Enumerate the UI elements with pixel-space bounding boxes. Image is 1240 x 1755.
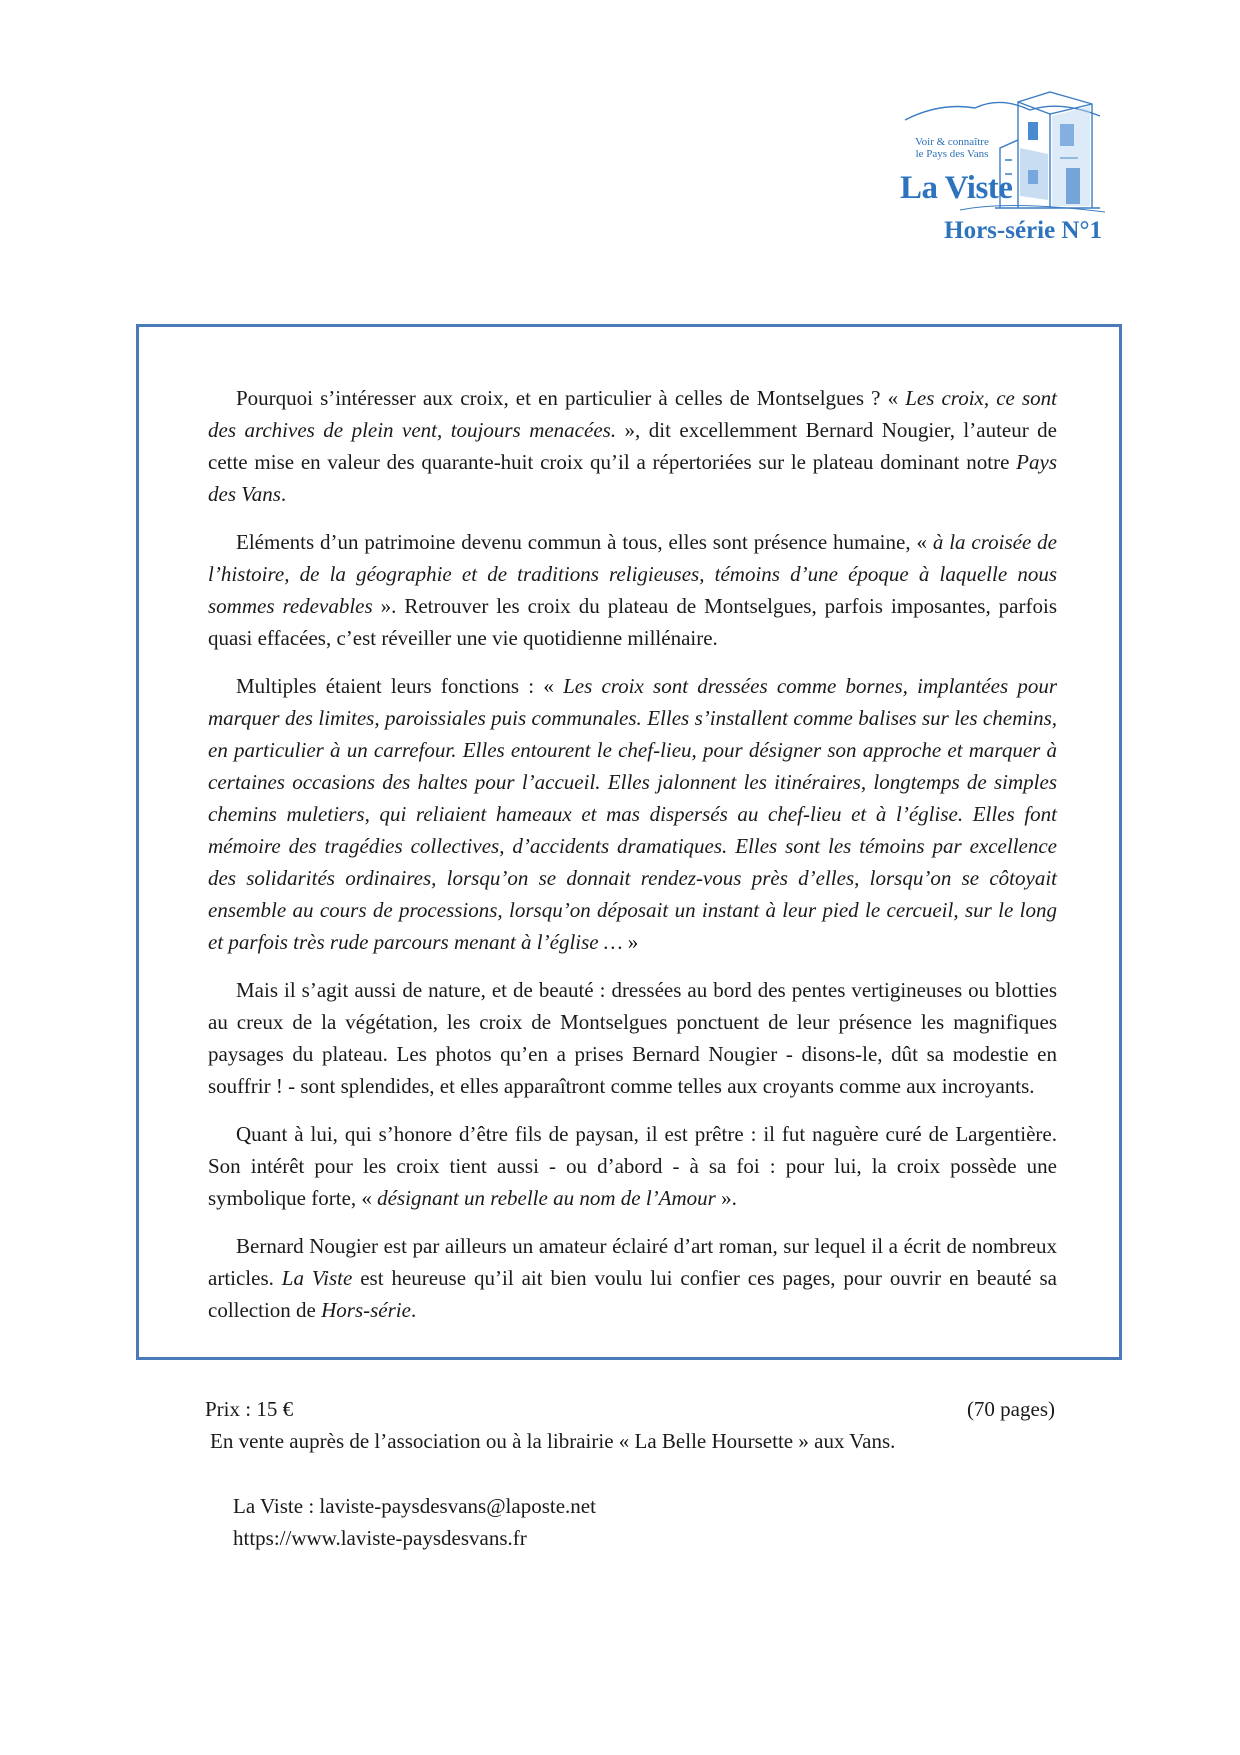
italic-quote: La Viste [281,1266,353,1290]
text-run: Pourquoi s’intéresser aux croix, et en particulier à celles de Montselgues ? « [236,386,906,410]
text-run: ». Retrouver les croix du plateau de Montselgues, parfois imposantes, parfois quasi effacées, c’est réveiller une vie quotidienne millénaire. [208,594,1057,650]
paragraph [208,1118,1057,1214]
paragraph [208,526,1057,654]
paragraph [208,974,1057,1102]
text-run: Multiples étaient leurs fonctions : « [236,674,564,698]
italic-quote: Hors-série [321,1298,411,1322]
italic-quote: à la croisée de l’histoire, de la géographie et de traditions religieuses, témoins d’une époque à laquelle nous sommes redevables [208,530,1057,618]
contact-block [233,1490,596,1554]
presentation-box [136,324,1122,1360]
logo-tagline-1: Voir & connaître [915,136,989,148]
italic-quote: Pays des Vans [208,450,1057,506]
text-run: Mais il s’agit aussi de nature, et de beauté : dressées au bord des pentes vertigineuses ou blotties au creux de la végétation, les croix de Montselgues ponctuent de leur présence les magnifiques paysages du plateau. Les photos qu’en a prises Bernard Nougier - disons-le, dût sa modestie en souffrir ! - sont splendides, et elles apparaîtront comme telles aux croyants comme aux incroyants. [208,978,1057,1098]
page-count: (70 pages) [966,1397,1055,1421]
text-run: est heureuse qu’il ait bien voulu lui confier ces pages, pour ouvrir en beauté sa collection de [208,1266,1057,1322]
logo-tagline-2: le Pays des Vans [915,148,989,160]
contact-email[interactable]: La Viste : laviste-paysdesvans@laposte.net [233,1494,596,1518]
paragraph [208,670,1057,958]
text-run: . [280,482,287,506]
text-run: Quant à lui, qui s’honore d’être fils de paysan, il est prêtre : il fut naguère curé de Largentière. Son intérêt pour les croix tient aussi - ou d’abord - à sa foi : pour lui, la croix possède une symbolique forte, « [208,1122,1057,1210]
italic-quote: désignant un rebelle au nom de l’Amour [377,1186,716,1210]
footer-info [205,1393,1055,1457]
la-viste-logo [900,88,1110,218]
sale-info: En vente auprès de l’association ou à la librairie « La Belle Hoursette » aux Vans. [210,1429,896,1453]
text-run: Eléments d’un patrimoine devenu commun à tous, elles sont présence humaine, « [236,530,933,554]
presentation-text [208,382,1057,1342]
paragraph [208,1230,1057,1326]
text-run: Bernard Nougier est par ailleurs un amateur éclairé d’art roman, sur lequel il a écrit de nombreux articles. [208,1234,1057,1290]
italic-quote: Les croix, ce sont des archives de plein vent, toujours menacées. [208,386,1057,442]
text-run: . [410,1298,417,1322]
logo-title: La Viste [900,170,1013,206]
price: Prix : 15 € [205,1397,294,1421]
italic-quote: Les croix sont dressées comme bornes, implantées pour marquer des limites, paroissiales puis communales. Elles s’installent comme balises sur les chemins, en particulier à un carrefour. Elles entourent le chef-lieu, pour désigner son approche et marquer à certaines occasions des haltes pour l’accueil. Elles jalonnent les itinéraires, longtemps de simples chemins muletiers, qui reliaient hameaux et mas dispersés au chef-lieu et à l’église. Elles font mémoire des tragédies collectives, d’accidents dramatiques. Elles sont les témoins par excellence des solidarités ordinaires, lorsqu’on se donnait rendez-vous près d’elles, lorsqu’on se côtoyait ensemble au cours de processions, lorsqu’on déposait un instant à leur pied le cercueil, sur le long et parfois très rude parcours menant à l’église … [208,674,1058,954]
contact-website[interactable]: https://www.laviste-paysdesvans.fr [233,1526,527,1550]
paragraph [208,382,1057,510]
series-label: Hors-série N°1 [944,217,1102,244]
text-run: » [622,930,639,954]
text-run: », dit excellemment Bernard Nougier, l’auteur de cette mise en valeur des quarante-huit croix qu’il a répertoriées sur le plateau dominant notre [208,418,1058,474]
text-run: ». [715,1186,737,1210]
